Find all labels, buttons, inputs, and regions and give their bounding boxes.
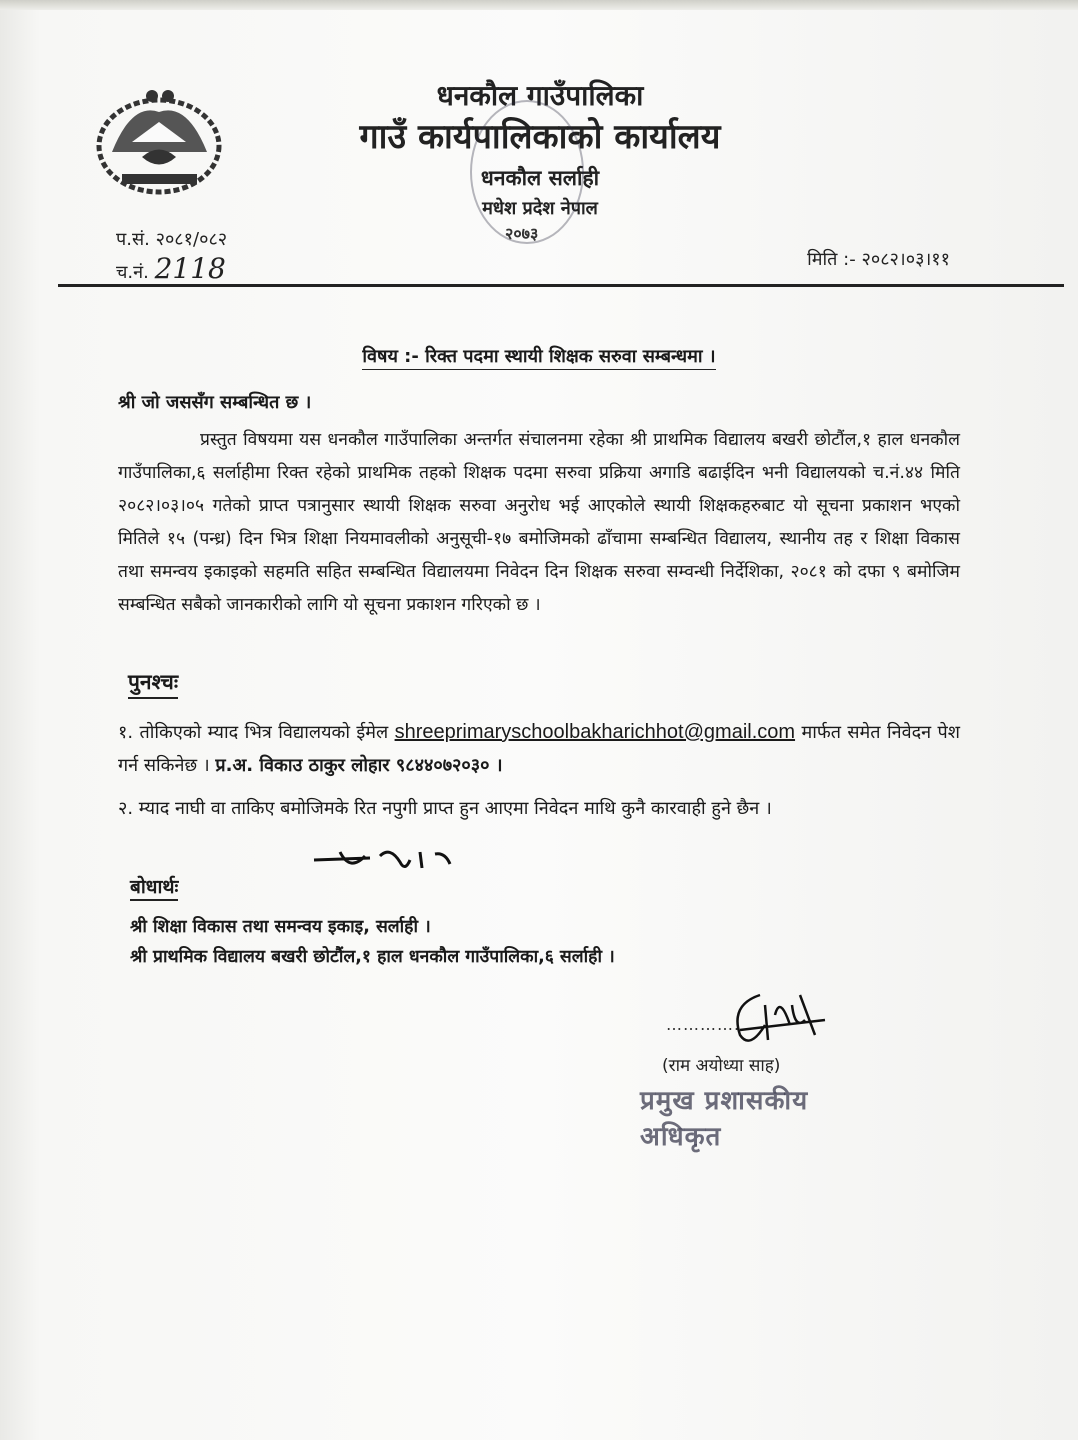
postscript-point-1 <box>118 716 960 782</box>
cc-item-1: श्री शिक्षा विकास तथा समन्वय इकाइ, सर्लाही । <box>130 917 431 937</box>
cn-value: 2118 <box>154 252 226 285</box>
officer-name: (राम अयोध्या साह) <box>662 1056 781 1076</box>
office-location: धनकौल सर्लाही <box>480 166 600 190</box>
cc-item-2: श्री प्राथमिक विद्यालय बखरी छोटौंल,१ हाल धनकौल गाउँपालिका,६ सर्लाही । <box>130 947 615 967</box>
ps-label: प.सं. <box>116 229 150 250</box>
point1-suffix: मार्फत समेत निवेदन पेश गर्न सकिनेछ । <box>118 722 960 776</box>
salutation: श्री जो जससँग सम्बन्धित छ । <box>118 392 312 413</box>
stamp-year: २०७३ <box>505 224 539 243</box>
reference-cn <box>116 252 226 285</box>
reference-ps <box>116 227 227 251</box>
header-divider <box>58 284 1064 287</box>
ps-value: २०८१/०८२ <box>155 229 228 250</box>
initials-signature <box>310 842 460 882</box>
office-province: मधेश प्रदेश नेपाल <box>482 198 598 219</box>
office-name: गाउँ कार्यपालिकाको कार्यालय <box>359 117 721 157</box>
letter-date <box>807 247 950 271</box>
cc-heading: बोधार्थः <box>130 873 178 901</box>
body-text: प्रस्तुत विषयमा यस धनकौल गाउँपालिका अन्तर्गत संचालनमा रहेका श्री प्राथमिक विद्यालय बखरी छोटौंल,१ हाल धनकौल गाउँपालिका,६ सर्लाहीमा रिक्त रहेको प्राथमिक तहको शिक्षक पदमा सरुवा प्रक्रिया अगाडि बढाईदिन भनी विद्यालयको च.नं.४४ मिति २०८२।०३।०५ गतेको प्राप्त पत्रानुसार स्थायी शिक्षक सरुवा अनुरोध भई आएकोले स्थायी शिक्षकहरुबाट यो सूचना प्रकाशन भएको मितिले १५ (पन्ध्र) दिन भित्र शिक्षा नियमावलीको अनुसूची-१७ बमोजिमको ढाँचामा सम्बन्धित विद्यालय, स्थानीय तह र शिक्षा विकास तथा समन्वय इकाइको सहमति सहित सम्बन्धित विद्यालयमा निवेदन दिन शिक्षक सरुवा सम्वन्धी निर्देशिका, २०८१ को दफा ९ बमोजिम सम्बन्धित सबैको जानकारीको लागि यो सूचना प्रकाशन गरिएको छ । <box>118 430 960 615</box>
subject-line <box>0 344 1078 368</box>
date-value: २०८२।०३।११ <box>861 249 950 270</box>
body-paragraph <box>118 424 960 622</box>
postscript-heading: पुनश्चः <box>128 668 178 699</box>
nepal-emblem-icon <box>92 82 227 202</box>
date-label: मिति :- <box>807 249 856 270</box>
cn-label: च.नं. <box>116 262 149 283</box>
postscript-point-2: २. म्याद नाघी वा ताकिए बमोजिमके रित नपुगी प्राप्त हुन आएमा निवेदन माथि कुनै कारवाही हुने छैन । <box>118 798 772 819</box>
email-link[interactable]: shreeprimaryschoolbakharichhot@gmail.com <box>394 721 796 743</box>
officer-title-stamp: प्रमुख प्रशासकीय अधिकृत <box>640 1086 809 1152</box>
signature-block <box>640 975 880 1152</box>
top-edge <box>0 0 1078 10</box>
officer-signature <box>720 975 830 1055</box>
subject-text: विषय :- रिक्त पदमा स्थायी शिक्षक सरुवा सम्बन्धमा । <box>362 346 715 370</box>
municipality-name: धनकौल गाउँपालिका <box>436 79 644 112</box>
signature-dots: …………. <box>666 1015 741 1034</box>
contact-info: प्र.अ. विकाउ ठाकुर लोहार ९८४४०७२०३० । <box>215 755 503 776</box>
point1-prefix: १. तोकिएको म्याद भित्र विद्यालयको ईमेल <box>118 722 389 743</box>
